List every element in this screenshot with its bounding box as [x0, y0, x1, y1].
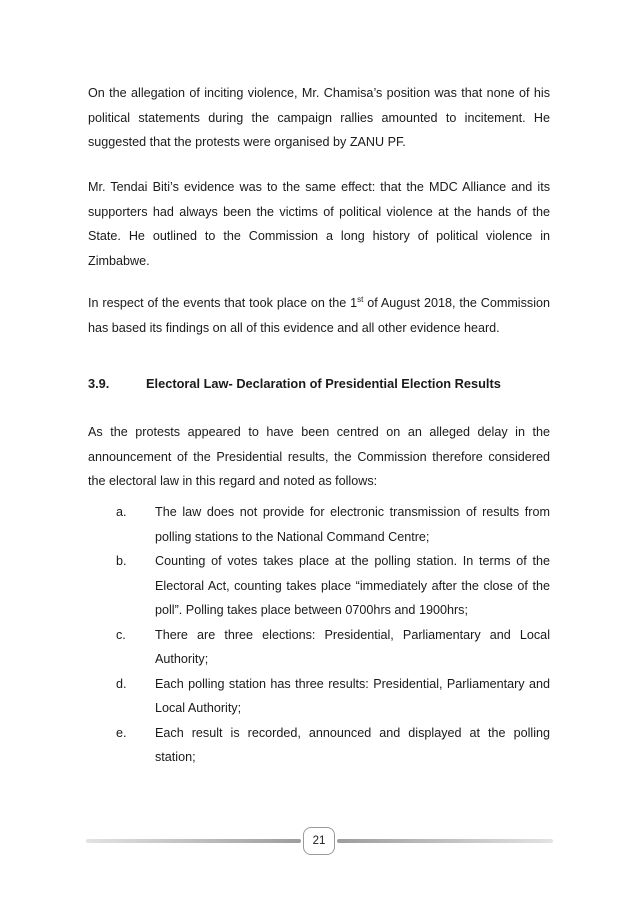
events-superscript: st: [357, 294, 364, 304]
paragraph-events-august: [88, 291, 550, 340]
footer-rule-left: [86, 839, 301, 843]
list-marker: a.: [116, 505, 127, 519]
footer-rule-right: [337, 839, 553, 843]
section-title: Electoral Law- Declaration of Presidential Election Results: [146, 376, 501, 391]
paragraph-chamisa-position: On the allegation of inciting violence, Mr. Chamisa’s position was that none of his political statements during the campaign rallies amounted to incitement. He suggested that the protests were organised by ZANU PF.: [88, 86, 550, 149]
list-marker: c.: [116, 627, 126, 642]
list-item-text: There are three elections: Presidential, Parliamentary and Local Authority;: [155, 627, 550, 666]
events-text-before: In respect of the events that took place on the 1: [88, 296, 358, 310]
list-item-text: Each polling station has three results: Presidential, Parliamentary and Local Authority;: [155, 676, 550, 715]
events-text-after: of August 2018, the Commission has based its findings on all of this evidence and all other evidence heard.: [88, 296, 551, 335]
list-item: [88, 672, 550, 721]
section-number: 3.9.: [88, 376, 110, 391]
list-item: [88, 721, 550, 770]
list-item: [88, 500, 550, 549]
list-item-text: Counting of votes takes place at the polling station. In terms of the Electoral Act, counting takes place “immediately after the close of the poll”. Polling takes place between 0700hrs and 1900hrs;: [155, 554, 550, 617]
findings-list: [88, 500, 550, 770]
list-item: [88, 623, 550, 672]
list-item-text: The law does not provide for electronic transmission of results from polling stations to the National Command Centre;: [155, 505, 550, 544]
list-item-text: Each result is recorded, announced and displayed at the polling station;: [155, 725, 550, 764]
page-number: 21: [303, 827, 335, 855]
list-marker: b.: [116, 554, 127, 568]
paragraph-biti-evidence: Mr. Tendai Biti’s evidence was to the same effect: that the MDC Alliance and its supporters had always been the victims of political violence at the hands of the State. He outlined to the Commission a long history of political violence in Zimbabwe.: [88, 180, 550, 268]
list-marker: e.: [116, 725, 127, 740]
paragraph-intro: As the protests appeared to have been centred on an alleged delay in the announcement of the Presidential results, the Commission therefore considered the electoral law in this regard and noted as follows:: [88, 425, 550, 488]
list-marker: d.: [116, 676, 127, 691]
list-item: [88, 549, 550, 623]
